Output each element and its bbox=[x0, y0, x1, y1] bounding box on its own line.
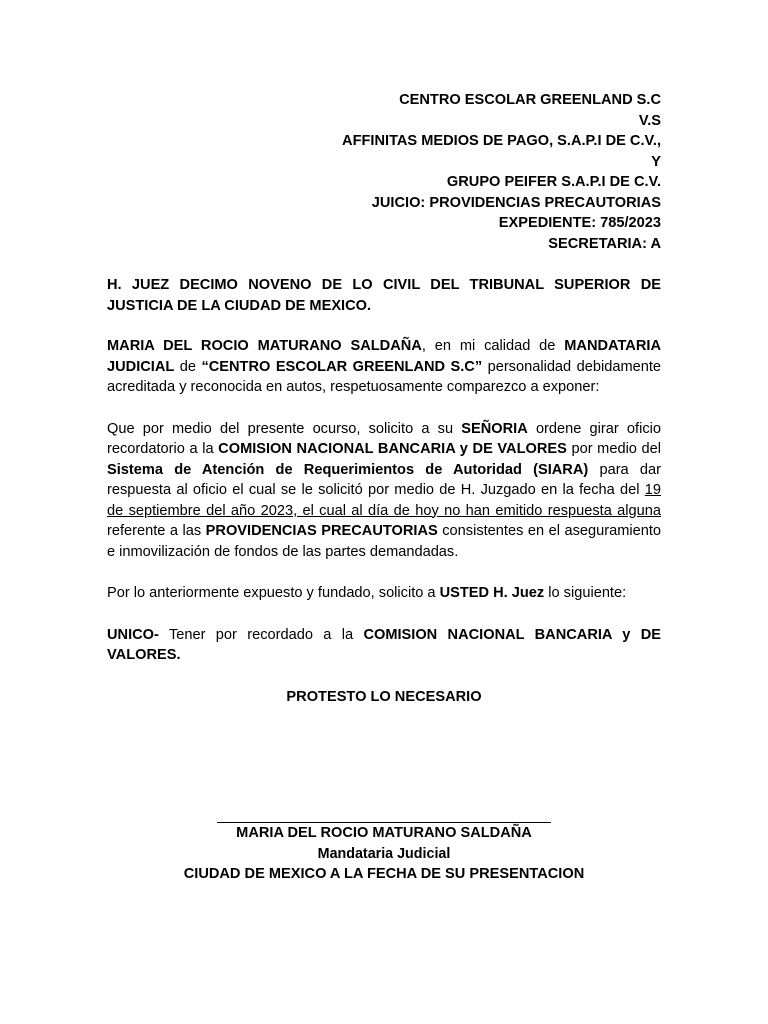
request-text-1: Por lo anteriormente expuesto y fundado, solicito a bbox=[107, 585, 440, 601]
intro-text-3: personalidad debidamente acreditada y reconocida en autos, respetuosamente comparezco a exponer: bbox=[107, 358, 662, 395]
document-page bbox=[107, 90, 661, 707]
request-bold: USTED H. Juez bbox=[439, 585, 545, 601]
place-date-line: CIUDAD DE MEXICO A LA FECHA DE SU PRESENTACION bbox=[183, 866, 585, 882]
body-bold-2: COMISION NACIONAL BANCARIA y DE VALORES bbox=[218, 441, 567, 457]
intro-paragraph bbox=[107, 336, 661, 398]
versus-line: V.S bbox=[638, 112, 661, 129]
intro-role: MANDATARIA JUDICIAL bbox=[107, 338, 661, 375]
signer-role: Mandataria Judicial bbox=[317, 845, 451, 862]
defendant-2-line: GRUPO PEIFER S.A.P.I DE C.V. bbox=[446, 174, 661, 190]
intro-text-2: de bbox=[174, 358, 202, 375]
signer-name: MARIA DEL ROCIO MATURANO SALDAÑA bbox=[236, 825, 532, 841]
secretary-line: SECRETARIA: A bbox=[548, 235, 661, 252]
defendant-1-line: AFFINITAS MEDIOS DE PAGO, S.A.P.I DE C.V., bbox=[342, 133, 661, 149]
body-bold-4: PROVIDENCIAS PRECAUTORIAS bbox=[205, 523, 438, 539]
body-text-2: ordene girar oficio recordatorio a la bbox=[107, 420, 661, 457]
body-underlined-date: 19 de septiembre del año 2023, el cual al día de hoy no han emitido respuesta alguna bbox=[107, 482, 661, 519]
body-text-3: por medio del bbox=[566, 441, 662, 457]
body-text-4: para dar respuesta al oficio el cual se le solicitó por medio de H. Juzgado en la fecha del bbox=[107, 461, 661, 498]
request-paragraph bbox=[107, 583, 661, 604]
unico-paragraph bbox=[107, 625, 661, 666]
intro-party: “CENTRO ESCOLAR GREENLAND S.C” bbox=[201, 358, 483, 375]
body-bold-1: SEÑORIA bbox=[461, 420, 528, 437]
trial-type-line: JUICIO: PROVIDENCIAS PRECAUTORIAS bbox=[371, 194, 661, 211]
closing-formula: PROTESTO LO NECESARIO bbox=[286, 688, 482, 705]
intro-text-1: , en mi calidad de bbox=[421, 338, 565, 354]
file-number-line: EXPEDIENTE: 785/2023 bbox=[498, 215, 661, 231]
case-header bbox=[107, 90, 661, 254]
unico-label: UNICO- bbox=[107, 626, 159, 643]
body-text-5: referente a las bbox=[107, 523, 206, 539]
request-text-2: lo siguiente: bbox=[544, 585, 627, 601]
addressee: H. JUEZ DECIMO NOVENO DE LO CIVIL DEL TRIBUNAL SUPERIOR DE JUSTICIA DE LA CIUDAD DE MEXICO. bbox=[107, 277, 661, 314]
plaintiff-line: CENTRO ESCOLAR GREENLAND S.C bbox=[399, 92, 661, 108]
unico-bold: COMISION NACIONAL BANCARIA y DE VALORES. bbox=[107, 626, 661, 663]
body-text-1: Que por medio del presente ocurso, solicito a su bbox=[107, 420, 462, 437]
body-paragraph bbox=[107, 419, 661, 563]
signature-block bbox=[107, 822, 661, 885]
conjunction-line: Y bbox=[651, 153, 661, 170]
unico-text: Tener por recordado a la bbox=[158, 626, 364, 643]
body-bold-3: Sistema de Atención de Requerimientos de Autoridad (SIARA) bbox=[107, 461, 589, 478]
intro-name: MARIA DEL ROCIO MATURANO SALDAÑA bbox=[107, 338, 422, 354]
body-text-6: consistentes en el aseguramiento e inmovilización de fondos de las partes demandadas. bbox=[107, 523, 661, 560]
